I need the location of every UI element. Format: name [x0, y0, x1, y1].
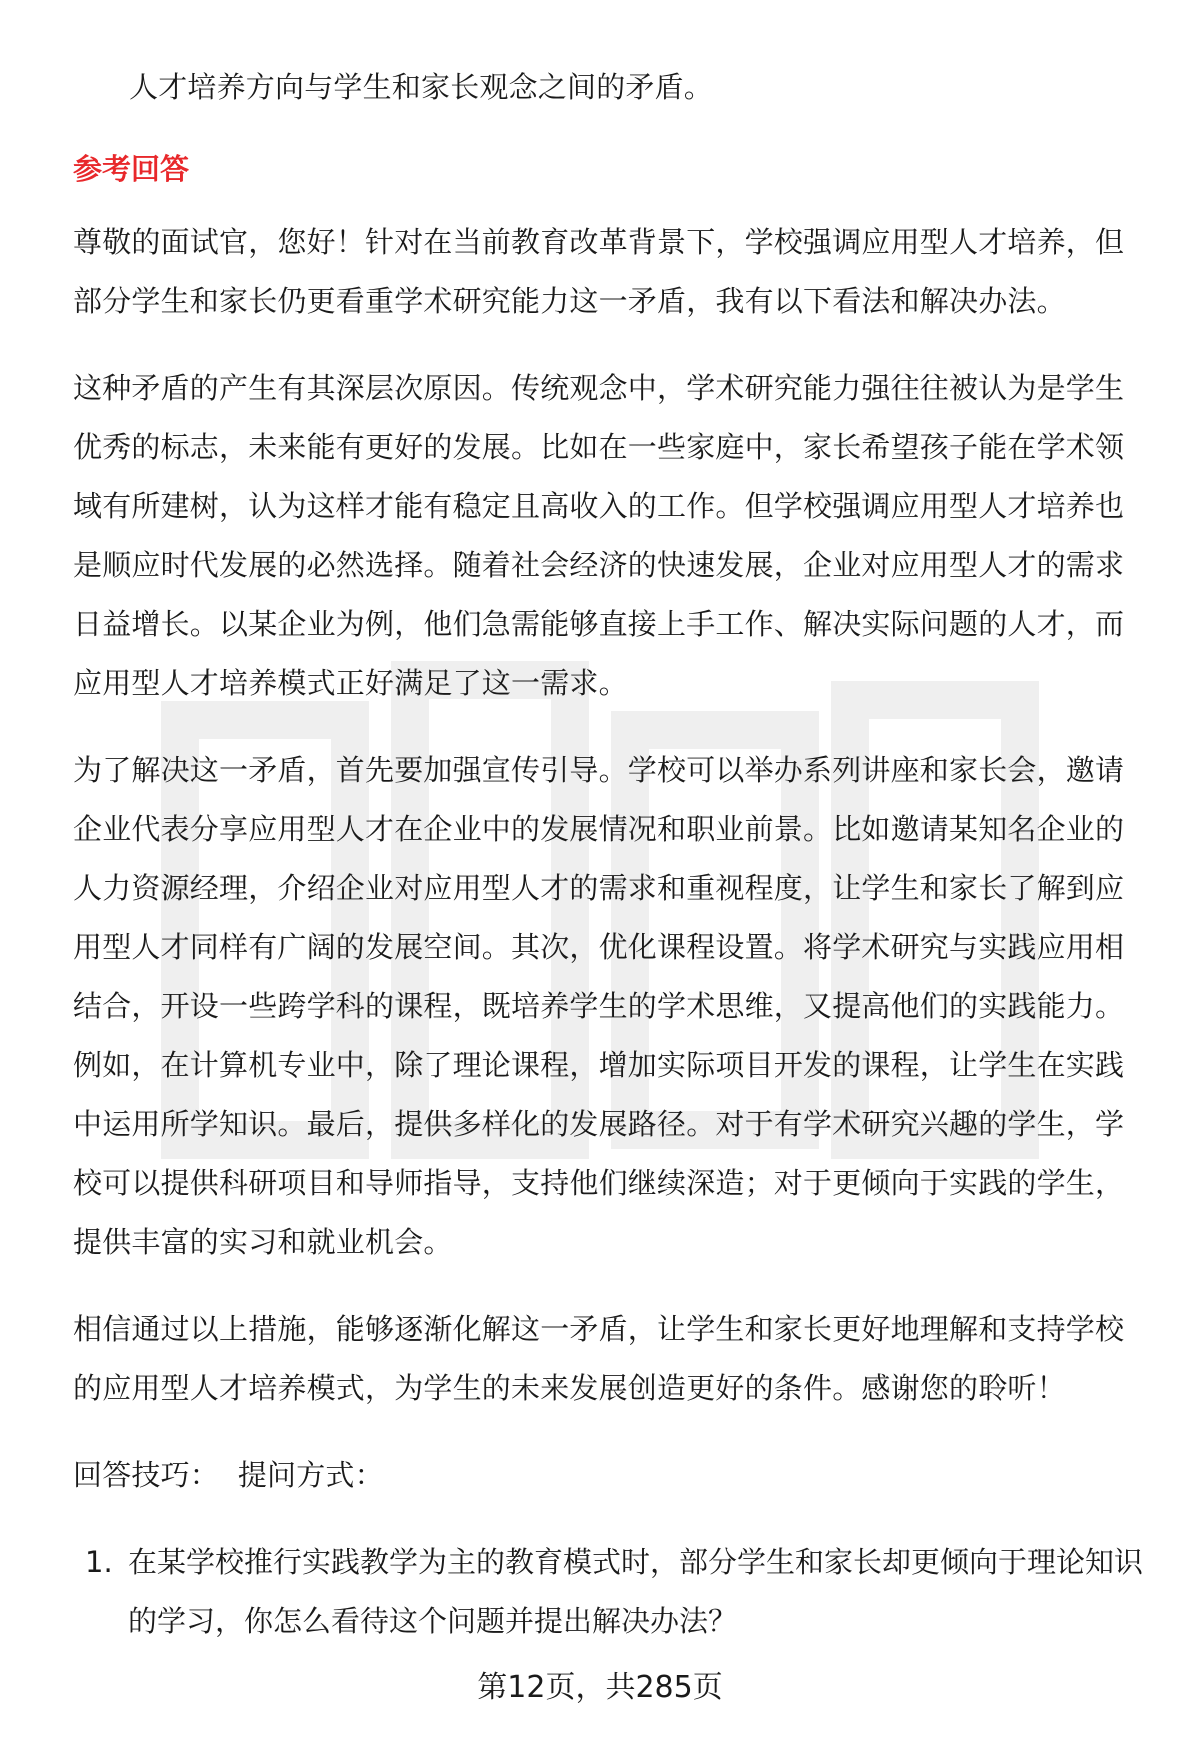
page-number-footer: 第12页，共285页: [477, 1670, 723, 1705]
paragraph-solutions: 为了解决这一矛盾，首先要加强宣传引导。学校可以举办系列讲座和家长会，邀请企业代表分享应用型人才在企业中的发展情况和职业前景。比如邀请某知名企业的人力资源经理，介绍企业对应用型人才的需求和重视程度，让学生和家长了解到应用型人才同样有广阔的发展空间。其次，优化课程设置。将学术研究与实践应用相结合，开设一些跨学科的课程，既培养学生的学术思维，又提高他们的实践能力。例如，在计算机专业中，除了理论课程，增加实际项目开发的课程，让学生在实践中运用所学知识。最后，提供多样化的发展路径。对于有学术研究兴趣的学生，学校可以提供科研项目和导师指导，支持他们继续深造；对于更倾向于实践的学生，提供丰富的实习和就业机会。: [73, 753, 1125, 1259]
list-item-text: 在某学校推行实践教学为主的教育模式时，部分学生和家长却更倾向于理论知识的学习，你怎么看待这个问题并提出解决办法？: [128, 1545, 1144, 1638]
document-body: [73, 58, 1143, 1651]
section-heading: 参考回答: [73, 152, 190, 186]
list-item-number: 1.: [85, 1545, 113, 1579]
intro-line: 人才培养方向与学生和家长观念之间的矛盾。: [129, 70, 714, 104]
paragraph-conclusion: 相信通过以上措施，能够逐渐化解这一矛盾，让学生和家长更好地理解和支持学校的应用型人才培养模式，为学生的未来发展创造更好的条件。感谢您的聆听！: [73, 1312, 1125, 1405]
paragraph-greeting: 尊敬的面试官，您好！针对在当前教育改革背景下，学校强调应用型人才培养，但部分学生和家长仍更看重学术研究能力这一矛盾，我有以下看法和解决办法。: [73, 225, 1125, 318]
question-list: [73, 1533, 1143, 1651]
list-item: [73, 1533, 1143, 1651]
paragraph-causes: 这种矛盾的产生有其深层次原因。传统观念中，学术研究能力强往往被认为是学生优秀的标志，未来能有更好的发展。比如在一些家庭中，家长希望孩子能在学术领域有所建树，认为这样才能有稳定且高收入的工作。但学校强调应用型人才培养也是顺应时代发展的必然选择。随着社会经济的快速发展，企业对应用型人才的需求日益增长。以某企业为例，他们急需能够直接上手工作、解决实际问题的人才，而应用型人才培养模式正好满足了这一需求。: [73, 371, 1125, 700]
tips-line: 回答技巧： 提问方式：: [73, 1458, 384, 1492]
